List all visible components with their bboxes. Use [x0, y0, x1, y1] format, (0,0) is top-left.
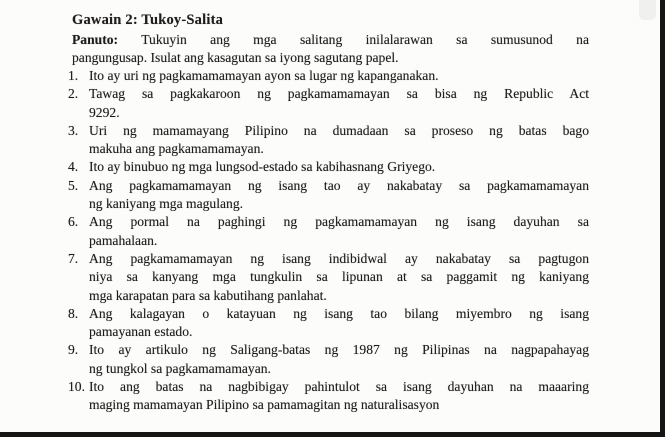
item-number: 3.	[68, 122, 79, 138]
item-line: 9292.	[89, 104, 120, 120]
list-item-6	[68, 213, 589, 250]
item-number: 6.	[68, 214, 79, 230]
item-line: maging mamamayan Pilipino sa pamamagitan ng naturalisasyon	[89, 397, 440, 413]
item-line: Ang kalagayan o katayuan ng isang tao bilang miyembro ng isang	[89, 305, 589, 321]
list-item-8	[68, 305, 589, 342]
scan-smudge	[639, 0, 656, 20]
item-line: Ito ay uri ng pagkamamamayan ayon sa lugar ng kapanganakan.	[89, 68, 439, 83]
item-line: Tawag sa pagkakaroon ng pagkamamamayan sa bisa ng Republic Act	[89, 86, 589, 102]
list-item-2	[68, 85, 589, 122]
item-number: 9.	[68, 342, 79, 358]
instructions-line	[72, 31, 589, 49]
activity-title: Gawain 2: Tukoy-Salita	[72, 12, 224, 28]
item-line: pamayanan estado.	[89, 324, 193, 340]
list-item-4	[68, 158, 589, 176]
item-line: ng tungkol sa pagkamamamayan.	[89, 360, 271, 376]
list-item-1	[68, 67, 589, 85]
list-item-3	[68, 122, 589, 159]
item-line: makuha ang pagkamamamayan.	[89, 141, 264, 157]
item-number: 7.	[68, 250, 79, 266]
item-line: Ang pagkamamamayan ng isang tao ay nakabatay sa pagkamamamayan	[89, 177, 589, 193]
item-line: Ang pormal na paghingi ng pagkamamamayan ng isang dayuhan sa	[89, 214, 589, 230]
item-line: pamahalaan.	[89, 232, 158, 248]
item-line: Uri ng mamamayang Pilipino na dumadaan sa proseso ng batas bago	[89, 122, 589, 138]
instructions-paragraph	[72, 31, 589, 68]
instructions-line: pangungusap. Isulat ang kasagutan sa iyong sagutang papel.	[72, 50, 399, 66]
list-item-7	[68, 250, 589, 305]
scan-edge-right	[660, 0, 665, 437]
item-line: mga karapatan para sa kabutihang panlahat.	[89, 287, 327, 303]
item-line: Ito ang batas na nagbibigay pahintulot sa isang dayuhan na maaaring	[89, 379, 589, 395]
scan-edge-bottom	[0, 432, 665, 437]
instructions-label: Panuto:	[72, 32, 119, 47]
item-number: 4.	[68, 159, 79, 175]
item-line: Ito ay artikulo ng Saligang-batas ng 1987 ng Pilipinas na nagpapahayag	[89, 342, 589, 358]
list-item-5	[68, 177, 589, 214]
item-number: 1.	[68, 68, 79, 83]
numbered-list	[68, 67, 589, 415]
item-number: 2.	[68, 86, 79, 102]
item-number: 10.	[68, 379, 85, 395]
item-line: ng kaniyang mga magulang.	[89, 196, 244, 212]
item-number: 5.	[68, 177, 79, 193]
list-item-9	[68, 341, 589, 378]
item-number: 8.	[68, 305, 79, 321]
item-line: Ito ay binubuo ng mga lungsod-estado sa kabihasnang Griyego.	[89, 159, 436, 175]
item-line: niya sa kanyang mga tungkulin sa lipunan at sa paggamit ng kaniyang	[89, 269, 589, 285]
instructions-text: Tukuyin ang mga salitang inilalarawan sa sumusunod na	[141, 32, 589, 47]
list-item-10	[68, 378, 589, 415]
item-line: Ang pagkamamamayan ng isang indibidwal ay nakabatay sa pagtugon	[89, 250, 589, 266]
